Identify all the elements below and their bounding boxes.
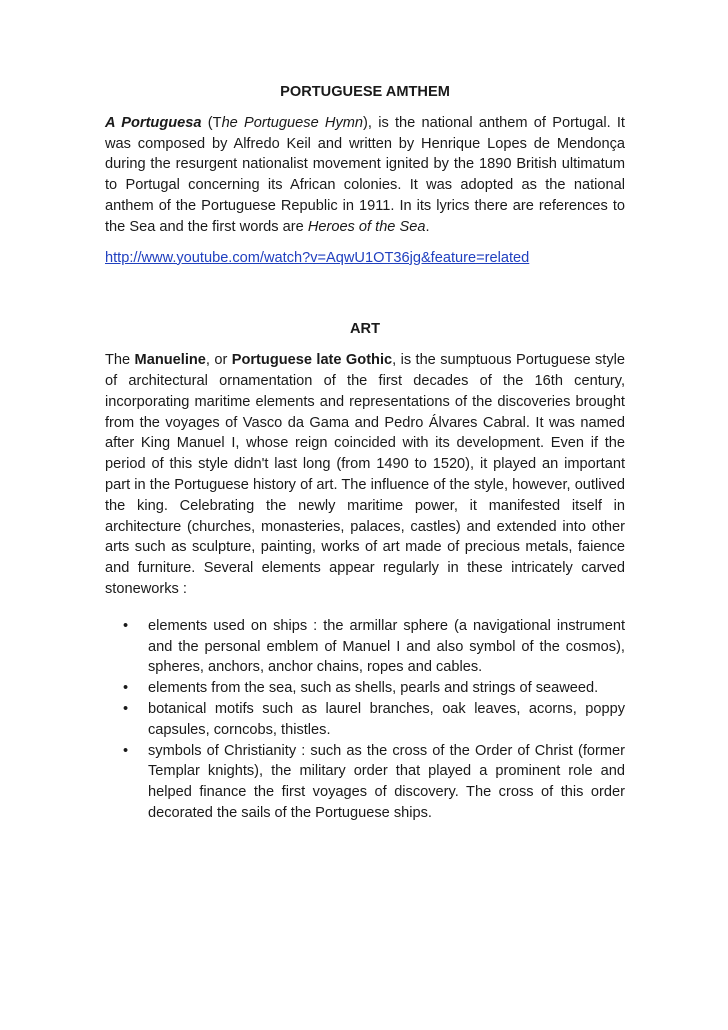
art-paragraph: [105, 350, 625, 600]
bullet-icon: •: [123, 742, 129, 759]
first-words: Heroes of the Sea: [307, 218, 426, 235]
text-fragment: , is the sumptuous Portuguese style of architectural ornamentation of the first decades of the 16th century, incorporating maritime elements and representations of the discoveries brought from the voyages of Vasco da Gama and Pedro Álvares Cabral. It was named after King Manuel I, whose reign coincided with its development. Even if the period of this style didn't last long (from 1490 to 1520), it played an important part in the Portuguese history of art. The influence of the style, however, outlived the king. Celebrating the newly maritime power, it manifested itself in architecture (churches, monasteries, palaces, castles) and extended into other arts such as sculpture, painting, works of art made of precious metals, faience and furniture. Several elements appear regularly in these intricately carved stoneworks :: [105, 352, 626, 597]
hymn-name: he Portuguese Hymn: [221, 114, 364, 131]
section-title-art: ART: [350, 321, 380, 338]
text-fragment: The: [105, 352, 135, 369]
list-item-text: elements used on ships : the armillar sphere (a navigational instrument and the personal emblem of Manuel I and also symbol of the cosmos), spheres, anchors, anchor chains, ropes and cables.: [148, 617, 625, 676]
list-item: [123, 616, 625, 678]
youtube-link[interactable]: http://www.youtube.com/watch?v=AqwU1OT36jg&feature=related: [105, 249, 530, 266]
text-fragment: ), is the national anthem of Portugal. It was composed by Alfredo Keil and written by Henrique Lopes de Mendonça during the resurgent nationalist movement ignited by the 1890 British ultimatum to Portugal concerning its African colonies. It was adopted as the national anthem of the Portuguese Republic in 1911. In its lyrics there are references to the Sea and the first words are: [105, 114, 625, 235]
document-page: [105, 82, 625, 824]
anthem-paragraph: [105, 113, 625, 238]
term-manueline: Manueline: [134, 352, 206, 369]
anthem-name: A Portuguesa: [105, 114, 202, 131]
text-fragment: (T: [201, 114, 222, 131]
link-line: [105, 248, 625, 269]
bullet-icon: •: [123, 680, 129, 697]
text-fragment: , or: [205, 352, 232, 369]
term-late-gothic: Portuguese late Gothic: [231, 352, 393, 369]
list-item-text: elements from the sea, such as shells, pearls and strings of seaweed.: [148, 680, 599, 697]
list-item-text: symbols of Christianity : such as the cross of the Order of Christ (former Templar knights), the military order that played a prominent role and helped finance the first voyages of discovery. The cross of this order decorated the sails of the Portuguese ships.: [148, 742, 625, 821]
list-item: [123, 699, 625, 741]
elements-list: [105, 616, 625, 824]
text-fragment: .: [425, 218, 430, 235]
section-title-anthem: PORTUGUESE AMTHEM: [280, 84, 450, 100]
list-item: [123, 741, 625, 824]
list-item: [123, 678, 625, 699]
bullet-icon: •: [123, 700, 129, 717]
bullet-icon: •: [123, 617, 129, 634]
list-item-text: botanical motifs such as laurel branches, oak leaves, acorns, poppy capsules, corncobs, thistles.: [148, 700, 625, 738]
